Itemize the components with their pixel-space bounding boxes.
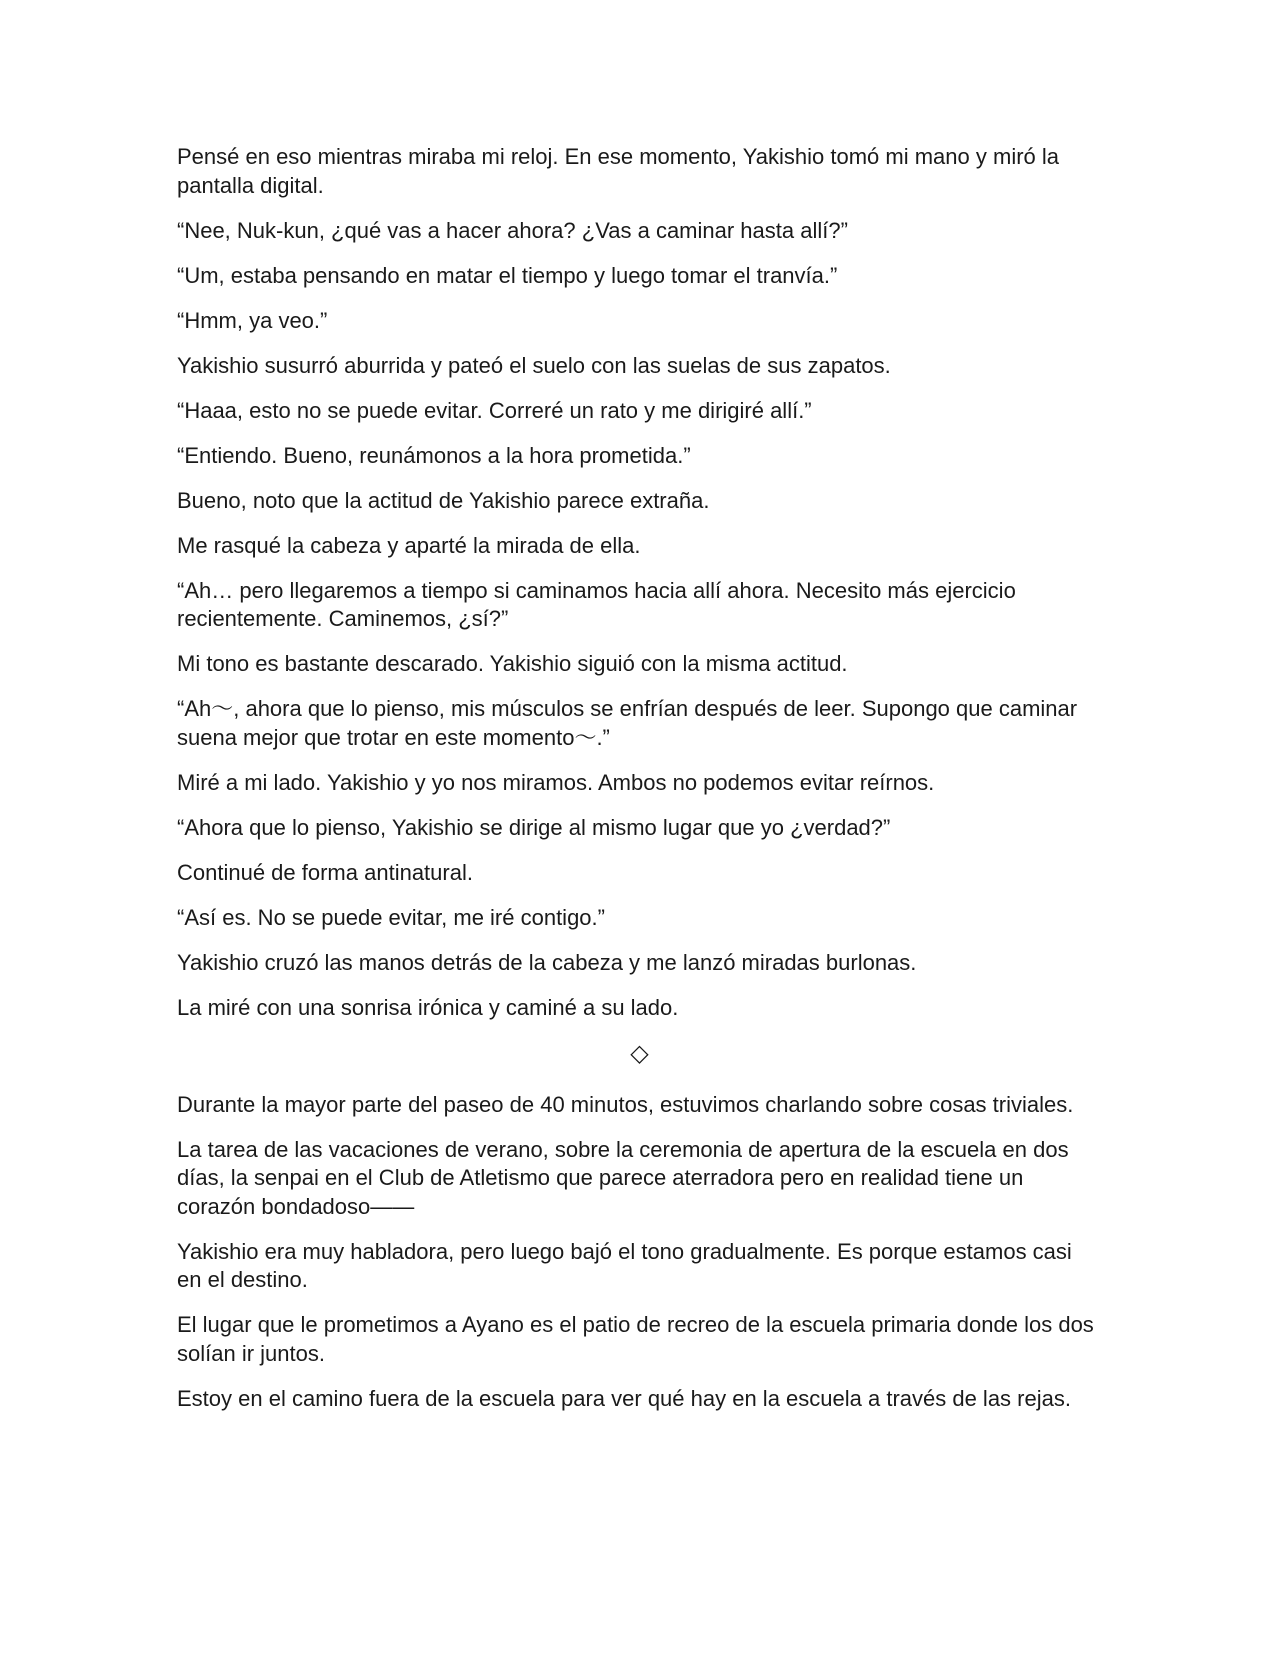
paragraph: Estoy en el camino fuera de la escuela para ver qué hay en la escuela a través de las rejas. <box>177 1385 1071 1411</box>
section-separator-diamond: ◇ <box>630 1039 649 1067</box>
paragraph: “Ah… pero llegaremos a tiempo si caminamos hacia allí ahora. Necesito más ejercicio recientemente. Caminemos, ¿sí?” <box>177 577 1016 631</box>
paragraph: Yakishio cruzó las manos detrás de la cabeza y me lanzó miradas burlonas. <box>177 949 917 975</box>
paragraph: La miré con una sonrisa irónica y caminé a su lado. <box>177 994 679 1020</box>
paragraph: Bueno, noto que la actitud de Yakishio parece extraña. <box>177 487 710 513</box>
paragraph: “Ahora que lo pienso, Yakishio se dirige al mismo lugar que yo ¿verdad?” <box>177 814 891 840</box>
paragraph: Yakishio susurró aburrida y pateó el suelo con las suelas de sus zapatos. <box>177 352 891 378</box>
paragraph: Mi tono es bastante descarado. Yakishio siguió con la misma actitud. <box>177 651 848 676</box>
paragraph: Me rasqué la cabeza y aparté la mirada de ella. <box>177 532 641 558</box>
paragraph: Continué de forma antinatural. <box>177 859 473 885</box>
section-two <box>177 1091 1102 1414</box>
paragraph: “Nee, Nuk-kun, ¿qué vas a hacer ahora? ¿Vas a caminar hasta allí?” <box>177 217 848 243</box>
paragraph: “Um, estaba pensando en matar el tiempo y luego tomar el tranvía.” <box>177 262 838 288</box>
paragraph: El lugar que le prometimos a Ayano es el patio de recreo de la escuela primaria donde los dos solían ir juntos. <box>177 1312 1094 1366</box>
paragraph: “Hmm, ya veo.” <box>177 307 328 333</box>
paragraph: “Entiendo. Bueno, reunámonos a la hora prometida.” <box>177 442 691 468</box>
paragraph: Durante la mayor parte del paseo de 40 minutos, estuvimos charlando sobre cosas triviales. <box>177 1091 1074 1117</box>
paragraph: Yakishio era muy habladora, pero luego bajó el tono gradualmente. Es porque estamos casi en el destino. <box>177 1238 1072 1292</box>
paragraph: “Ah〜, ahora que lo pienso, mis músculos se enfrían después de leer. Supongo que caminar suena mejor que trotar en este momento〜.” <box>177 696 1078 750</box>
section-one <box>177 143 1102 1022</box>
paragraph: La tarea de las vacaciones de verano, sobre la ceremonia de apertura de la escuela en dos días, la senpai en el Club de Atletismo que parece aterradora pero en realidad tiene un corazón bondadoso—— <box>177 1136 1069 1219</box>
document-page <box>177 143 1102 1430</box>
paragraph: “Así es. No se puede evitar, me iré contigo.” <box>177 904 605 930</box>
paragraph: Miré a mi lado. Yakishio y yo nos miramos. Ambos no podemos evitar reírnos. <box>177 769 935 795</box>
paragraph: “Haaa, esto no se puede evitar. Correré un rato y me dirigiré allí.” <box>177 397 812 423</box>
paragraph: Pensé en eso mientras miraba mi reloj. En ese momento, Yakishio tomó mi mano y miró la pantalla digital. <box>177 144 1059 198</box>
